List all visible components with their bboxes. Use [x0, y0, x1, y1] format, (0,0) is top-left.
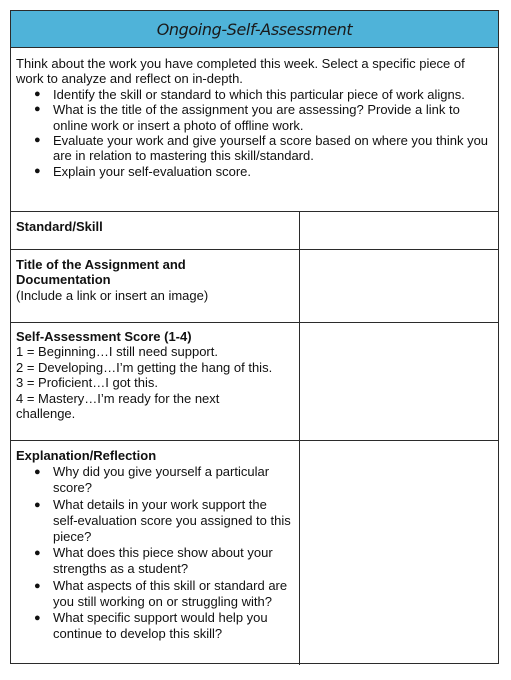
list-item: ● What specific support would help you continue to develop this skill?: [34, 610, 268, 642]
standard-skill-response-cell[interactable]: [300, 212, 498, 249]
list-item: ● Why did you give yourself a particular score?: [34, 464, 270, 496]
list-item: ● What does this piece show about your strengths as a student?: [34, 545, 273, 577]
list-item: ● What is the title of the assignment you are assessing? Provide a link to online work or insert a photo of offline work.: [34, 102, 460, 133]
score-level-3: 3 = Proficient…I got this.: [16, 375, 158, 391]
list-item: ● Identify the skill or standard to which this particular piece of work aligns.: [34, 86, 465, 102]
bullet-icon: ●: [34, 103, 41, 116]
standard-skill-heading: Standard/Skill: [16, 219, 103, 234]
assignment-title-note: (Include a link or insert an image): [16, 287, 209, 303]
score-level-4: 4 = Mastery…I’m ready for the next challenge.: [16, 390, 220, 422]
table-row: [11, 250, 498, 323]
score-level-1: 1 = Beginning…I still need support.: [16, 344, 218, 360]
reflection-heading: Explanation/Reflection: [16, 448, 157, 463]
page-title: Ongoing-Self-Assessment: [156, 19, 353, 39]
list-item: ● What aspects of this skill or standard are you still working on or struggling with?: [34, 577, 288, 609]
self-assessment-sheet: [10, 10, 499, 664]
instructions-section: [11, 48, 498, 212]
bullet-icon: ●: [34, 466, 41, 479]
title-bar: [11, 11, 498, 48]
instructions-paragraph: Think about the work you have completed this week. Select a specific piece of work to analyze and reflect on in-depth.: [16, 56, 465, 87]
bullet-icon: ●: [34, 134, 41, 147]
score-heading: Self-Assessment Score (1-4): [16, 329, 192, 344]
row-label-cell: [11, 323, 300, 440]
assignment-title-heading: Title of the Assignment and Documentation: [16, 257, 186, 288]
row-label-cell: [11, 212, 300, 249]
score-response-cell[interactable]: [300, 323, 498, 440]
list-item: ● Explain your self-evaluation score.: [34, 163, 251, 179]
table-row: [11, 323, 498, 441]
bullet-icon: ●: [34, 164, 41, 177]
reflection-prompts-list: [16, 464, 293, 642]
bullet-icon: ●: [34, 579, 41, 592]
assignment-title-response-cell[interactable]: [300, 250, 498, 322]
table-row: [11, 212, 498, 250]
bullet-icon: ●: [34, 612, 41, 625]
bullet-icon: ●: [34, 498, 41, 511]
row-label-cell: [11, 250, 300, 322]
row-label-cell: [11, 441, 300, 665]
score-level-2: 2 = Developing…I’m getting the hang of this.: [16, 359, 273, 375]
table-row: [11, 441, 498, 665]
bullet-icon: ●: [34, 547, 41, 560]
reflection-response-cell[interactable]: [300, 441, 498, 665]
list-item: ● What details in your work support the self-evaluation score you assigned to this piece?: [34, 496, 291, 545]
bullet-icon: ●: [34, 87, 41, 100]
instructions-list: [16, 87, 492, 179]
list-item: ● Evaluate your work and give yourself a score based on where you think you are in relation to mastering this skill/standard.: [34, 133, 489, 164]
